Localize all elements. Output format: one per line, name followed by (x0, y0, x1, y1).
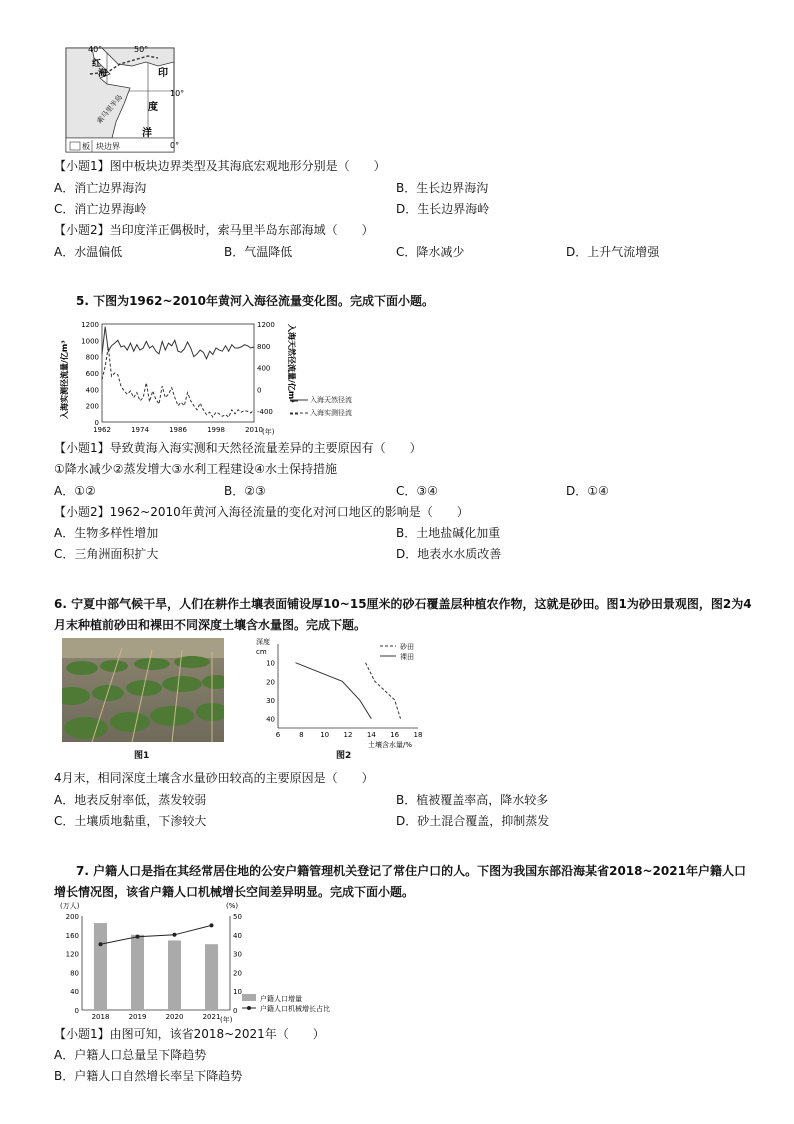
q4-sub2-option-b[interactable]: B．气温降低 (224, 245, 293, 259)
soil-moisture-chart (254, 634, 424, 748)
q7-x-tick: 2019 (128, 1013, 147, 1021)
somali-map (62, 44, 184, 154)
series-mechanical-growth-share (101, 925, 212, 944)
q6-legend-bare: 裸田 (400, 653, 414, 661)
q6-x-tick: 14 (366, 731, 376, 739)
q4-sub2-option-d[interactable]: D．上升气流增强 (566, 245, 660, 259)
q7-left-tick: 160 (65, 931, 79, 940)
q7-sub1: 【小题1】由图可知，该省2018~2021年（ ） (54, 1027, 325, 1041)
q5-right-tick: 800 (257, 342, 271, 351)
q7-right-tick: 10 (233, 988, 242, 997)
q5-left-tick: 1200 (81, 321, 99, 329)
q5-sub1-statements: ①降水减少②蒸发增大③水利工程建设④水土保持措施 (54, 462, 338, 476)
q6-x-label: 土壤含水量/% (368, 741, 413, 748)
q6-title-line2: 月末种植前砂田和裸田不同深度土壤含水量图。完成下题。 (54, 618, 367, 632)
q5-sub2-option-c[interactable]: C．三角洲面积扩大 (54, 547, 159, 561)
q7-left-unit: (万人) (60, 902, 80, 910)
q7-bar (131, 935, 144, 1010)
q7-sub1-option-a[interactable]: A．户籍人口总量呈下降趋势 (54, 1048, 207, 1062)
q5-sub1-option-a[interactable]: A．①② (54, 484, 96, 498)
q5-left-tick: 1000 (81, 337, 99, 346)
map-lat50: 50° (134, 45, 149, 54)
q7-x-unit: (年) (220, 1016, 233, 1024)
q5-sub1-option-c[interactable]: C．③④ (396, 484, 438, 498)
map-india1: 印 (158, 68, 168, 79)
series-natural-runoff (102, 327, 254, 359)
fig1-caption: 图1 (134, 751, 150, 761)
svg-text:cm: cm (256, 648, 267, 656)
q6-option-c[interactable]: C．土壤质地黏重，下渗较大 (54, 814, 207, 828)
q7-title-line2: 增长情况图，该省户籍人口机械增长空间差异明显。完成下面小题。 (54, 885, 415, 899)
q7-right-tick: 20 (233, 969, 242, 978)
q6-x-tick: 10 (320, 731, 330, 739)
q7-legend-line: 户籍人口机械增长占比 (260, 1005, 330, 1013)
q5-legend-measured: 入海实测径流 (310, 409, 352, 417)
q7-x-tick: 2020 (165, 1013, 184, 1021)
q7-line-point (99, 942, 103, 946)
q5-right-axis-label: 入海天然径流量/亿m³ (287, 324, 296, 403)
q7-legend-bar: 户籍人口增量 (260, 995, 302, 1003)
q6-y-tick: 20 (266, 678, 275, 687)
q7-bar (168, 940, 181, 1010)
q4-sub1-option-c[interactable]: C．消亡边界海岭 (54, 202, 147, 216)
q5-sub1-option-d[interactable]: D．①④ (566, 484, 609, 498)
q4-sub2: 【小题2】当印度洋正偶极时，索马里半岛东部海域（ ） (54, 223, 374, 237)
q7-right-tick: 50 (233, 913, 242, 921)
q7-bar (94, 923, 107, 1010)
fig2-caption: 图2 (336, 751, 352, 761)
q5-sub1-option-b[interactable]: B．②③ (224, 484, 266, 498)
q6-x-tick: 12 (343, 731, 353, 739)
q5-legend-swatches (290, 398, 308, 418)
q6-x-tick: 18 (413, 731, 423, 739)
q6-option-b[interactable]: B．植被覆盖率高，降水较多 (396, 793, 549, 807)
q6-option-a[interactable]: A．地表反射率低，蒸发较弱 (54, 793, 207, 807)
q7-right-tick: 30 (233, 950, 242, 959)
q6-x-tick: 8 (299, 731, 304, 739)
q6-legend-sand: 砂田 (400, 643, 414, 651)
q5-legend-natural: 入海天然径流 (310, 396, 352, 404)
q7-right-unit: (%) (226, 902, 239, 910)
q6-question: 4月末，相同深度土壤含水量砂田较高的主要原因是（ ） (54, 771, 374, 785)
q7-line-point (210, 923, 214, 927)
q5-left-tick: 400 (85, 386, 99, 395)
q5-left-axis-label: 入海实测径流量/亿m³ (60, 340, 69, 419)
q5-right-tick: 1200 (257, 321, 275, 329)
q5-x-tick: 1986 (169, 426, 187, 434)
q7-right-tick: 40 (233, 931, 242, 940)
q6-option-d[interactable]: D．砂土混合覆盖，抑制蒸发 (396, 814, 550, 828)
q7-x-tick: 2021 (202, 1013, 221, 1021)
q5-title: 5. 下图为1962~2010年黄河入海径流量变化图。完成下面小题。 (76, 294, 434, 308)
q5-x-tick: 1962 (93, 426, 111, 434)
map-red2: 海 (98, 69, 108, 79)
q5-x-tick: 2010 (245, 426, 263, 434)
population-chart (56, 900, 376, 1024)
q5-x-tick: 1998 (207, 426, 225, 434)
q6-y-tick: 30 (266, 697, 275, 705)
q5-right-tick: -400 (257, 408, 273, 417)
q5-left-tick: 200 (85, 402, 99, 411)
q6-y-label: 深度 (256, 638, 270, 646)
q5-x-unit: (年) (262, 428, 275, 436)
q6-title-line1: 6. 宁夏中部气候干旱，人们在耕作土壤表面铺设厚10~15厘米的砂石覆盖层种植农作物，这就是砂田。图1为砂田景观图，图2为4 (54, 597, 752, 611)
q5-right-tick: 400 (257, 364, 271, 373)
q7-left-tick: 40 (70, 988, 79, 997)
q7-left-tick: 200 (65, 913, 79, 921)
q6-y-tick: 10 (266, 659, 275, 668)
series-measured-runoff (102, 347, 254, 417)
q7-right-tick: 0 (233, 1007, 238, 1015)
q7-left-tick: 80 (70, 969, 79, 978)
runoff-chart (58, 314, 298, 438)
q7-left-tick: 0 (74, 1007, 79, 1015)
q6-x-tick: 6 (275, 731, 281, 739)
q7-x-tick: 2018 (91, 1013, 110, 1021)
map-ocean: 洋 (142, 128, 152, 139)
map-peninsula: 索马里半岛 (95, 93, 125, 126)
q4-sub1-option-a[interactable]: A．消亡边界海沟 (54, 181, 147, 195)
sand-field-photo (62, 638, 224, 742)
q7-bar (205, 944, 218, 1010)
map-legend-text: 块边界 (96, 142, 120, 151)
map-deg10: 10° (170, 89, 184, 98)
series-sand-field (366, 663, 401, 719)
map-deg0: 0° (170, 141, 180, 150)
q5-sub2-option-a[interactable]: A．生物多样性增加 (54, 526, 159, 540)
q7-sub1-option-b[interactable]: B．户籍人口自然增长率呈下降趋势 (54, 1069, 243, 1083)
q6-y-tick: 40 (266, 715, 275, 724)
map-legend-box: 板 (82, 142, 90, 151)
series-bare-field (296, 663, 372, 719)
q4-sub2-option-a[interactable]: A．水温偏低 (54, 245, 123, 259)
q5-left-tick: 600 (85, 370, 99, 378)
q5-sub2: 【小题2】1962~2010年黄河入海径流量的变化对河口地区的影响是（ ） (54, 505, 469, 519)
q5-sub2-option-d[interactable]: D．地表水水质改善 (396, 547, 502, 561)
map-red1: 红 (92, 59, 102, 69)
q5-sub1: 【小题1】导致黄海入海实测和天然径流量差异的主要原因有（ ） (54, 441, 422, 455)
q5-right-tick: 0 (257, 386, 262, 395)
map-india2: 度 (148, 102, 158, 113)
q5-x-tick: 1974 (131, 426, 149, 434)
q7-left-tick: 120 (65, 950, 79, 959)
q7-title-line1: 7. 户籍人口是指在其经常居住地的公安户籍管理机关登记了常住户口的人。下图为我国东部沿海某省2018~2021年户籍人口 (76, 864, 746, 878)
q4-sub1: 【小题1】图中板块边界类型及其海底宏观地形分别是（ ） (54, 159, 386, 173)
q4-sub1-option-d[interactable]: D．生长边界海岭 (396, 202, 490, 216)
q4-sub2-option-c[interactable]: C．降水减少 (396, 245, 465, 259)
q5-left-tick: 0 (94, 419, 99, 427)
q4-sub1-option-b[interactable]: B．生长边界海沟 (396, 181, 489, 195)
q5-sub2-option-b[interactable]: B．土地盐碱化加重 (396, 526, 501, 540)
map-lat40: 40° (88, 45, 103, 54)
q6-x-tick: 16 (390, 731, 400, 739)
q7-line-point (173, 933, 177, 937)
q7-line-point (136, 935, 140, 939)
q5-left-tick: 800 (85, 353, 99, 362)
